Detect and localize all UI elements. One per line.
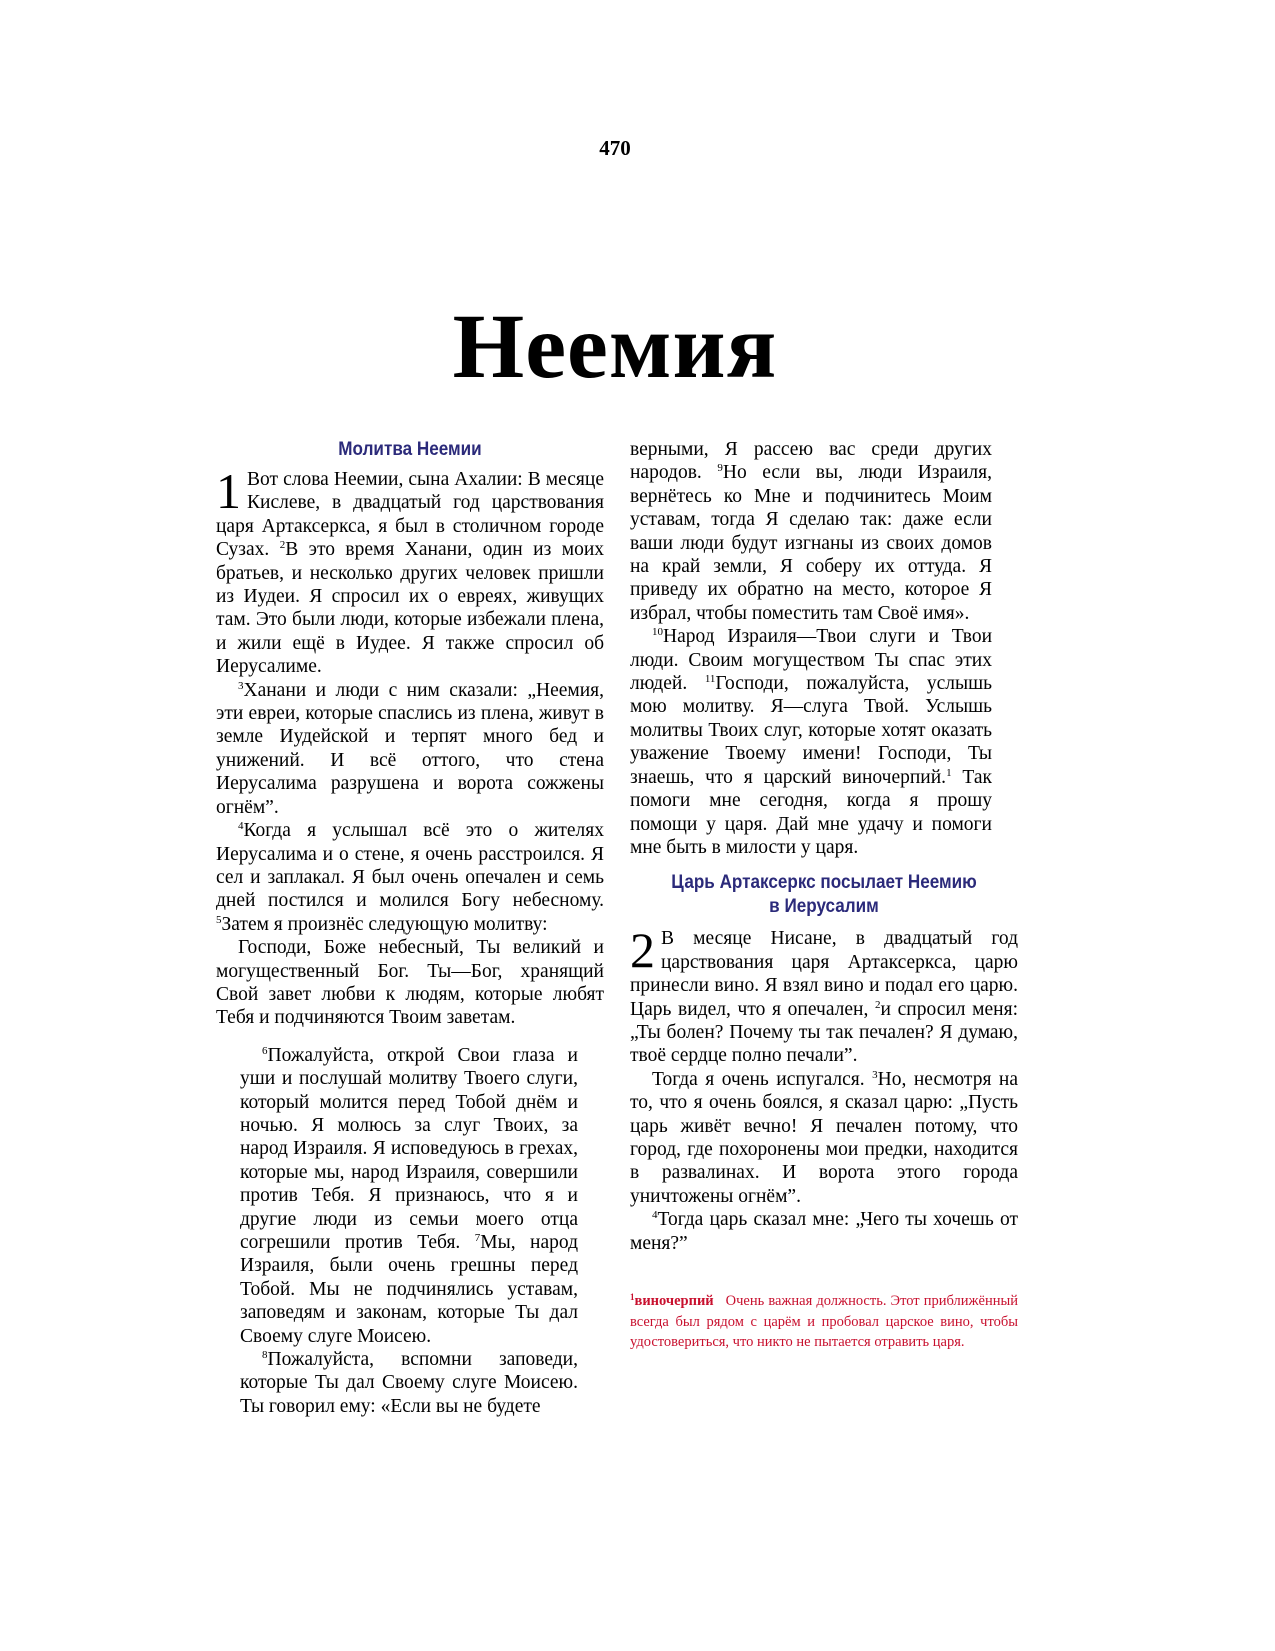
verse-text: Пожалуйста, открой Свои глаза и уши и послушай молитву Твоего слуги, который молится перед Тобой днём и ночью. Я молюсь за слуг Твоих, за народ Израиля. Я исповедуюсь в грехах, которые мы, народ Израиля, совершили против Тебя. Я признаюсь, что я и другие люди из семьи моего отца согрешили против Тебя.	[240, 1044, 578, 1253]
right-column	[630, 438, 1018, 1352]
book-title: Неемия	[452, 295, 778, 397]
chapter-number: 1	[216, 463, 241, 519]
verse-text: Пожалуйста, вспомни заповеди, которые Ты дал Своему слуге Моисею. Ты говорил ему: «Если вы не будете	[240, 1349, 578, 1417]
verse-number: 5	[216, 913, 222, 926]
verse-number: 2	[875, 998, 881, 1011]
verse-text: Мы, народ Израиля, были очень грешны перед Тобой. Мы не подчинялись уставам, заповедям и законам, которые Ты дал Своему слуге Моисею.	[240, 1232, 579, 1347]
verse-text: Тогда царь сказал мне: „Чего ты хочешь от меня?”	[630, 1209, 1018, 1254]
footnote-term: виночерпий	[634, 1293, 714, 1309]
verse-text: Когда я услышал всё это о жителях Иерусалима и о стене, я очень расстроился. Я сел и заплакал. Я был очень опечален и семь дней постился и молился Богу небесному.	[216, 820, 604, 912]
verse-text: верными, Я рассею вас среди других народов.	[630, 439, 992, 484]
chapter-2-paragraph-3	[630, 1208, 1018, 1255]
verse-number: 6	[262, 1044, 268, 1057]
chapter-2-paragraph-1	[630, 922, 1018, 1067]
verse-text: Народ Израиля—Твои слуги и Твои люди. Своим могуществом Ты спас этих людей.	[630, 626, 992, 695]
poem-paragraph-1	[216, 1044, 604, 1348]
verse-number: 9	[717, 462, 723, 475]
footnote-reference[interactable]: 1	[946, 766, 952, 779]
chapter-number: 2	[630, 922, 655, 979]
verse-number: 4	[238, 820, 244, 833]
verse-number: 8	[262, 1349, 268, 1362]
heading-line: Царь Артаксеркс посылает Неемию	[671, 872, 977, 894]
verse-text: Так помоги мне сегодня, когда я прошу помощи у царя. Дай мне удачу и помоги мне быть в милости у царя.	[630, 766, 992, 858]
section-heading-artaxerxes	[649, 871, 998, 919]
verse-text: Затем я произнёс следующую молитву:	[221, 913, 548, 935]
verse-number: 7	[474, 1232, 481, 1244]
verse-text: Вот слова Неемии, сына Ахалии: В месяце Кислеве, в двадцатый год царствования царя Артаксеркса, я был в столичном городе Сузах.	[216, 469, 604, 561]
left-column	[216, 438, 604, 1418]
verse-text: Господи, пожалуйста, услышь мою молитву. Я—слуга Твой. Услышь молитвы Твоих слуг, которые хотят оказать уважение Твоему имени! Господи, Ты знаешь, что я царский виночерпий.	[630, 673, 992, 788]
chapter-1-paragraph-2	[216, 679, 604, 819]
verse-text: Ханани и люди с ним сказали: „Неемия, эти евреи, которые спаслись из плена, живут в земле Иудейской и терпят много бед и унижений. И всё оттого, что стена Иерусалима разрушена и ворота сожжены огнём”.	[216, 679, 604, 818]
verse-text: В месяце Нисане, в двадцатый год царствования царя Артаксеркса, царю принесли вино. Я взял вино и подал его царю. Царь видел, что я опечален,	[630, 928, 1018, 1020]
verse-text: Но если вы, люди Израиля, вернётесь ко Мне и подчинитесь Моим уставам, тогда Я сделаю так: даже если ваши люди будут изгнаны из своих домов на край земли, Я соберу их оттуда. Я приведу их обратно на место, которое Я избрал, чтобы поместить там Своё имя».	[630, 462, 992, 624]
verse-number: 4	[652, 1209, 658, 1222]
poem-paragraph-2	[216, 1348, 604, 1418]
verse-number: 11	[704, 673, 716, 686]
poem-continuation	[630, 438, 1018, 625]
verse-text: и спросил меня: „Ты болен? Почему ты так печален? Я думаю, твоё сердце полно печали”.	[630, 998, 1018, 1067]
verse-number: 3	[238, 679, 244, 692]
footnote-marker: 1	[630, 1292, 635, 1302]
footnote	[630, 1291, 1018, 1352]
verse-text: Но, несмотря на то, что я очень боялся, я сказал царю: „Пусть царь живёт вечно! Я печален потому, что город, где похоронены мои предки, находится в развалинах. И ворота этого города уничтожены огнём”.	[630, 1068, 1019, 1207]
verse-number: 2	[279, 539, 286, 552]
page-number: 470	[599, 136, 631, 160]
poem-paragraph-3	[630, 625, 1018, 859]
section-heading-prayer: Молитва Неемии	[338, 439, 482, 460]
footnote-text: Очень важная должность. Этот приближённый всегда был рядом с царём и пробовал царское вино, чтобы удостовериться, что никто не пытается отравить царя.	[630, 1293, 1018, 1350]
chapter-1-paragraph-1	[216, 463, 604, 679]
verse-number: 3	[872, 1068, 878, 1081]
heading-line: в Иерусалим	[769, 896, 879, 918]
verse-number: 10	[652, 626, 663, 639]
verse-text: Тогда я очень испугался.	[652, 1068, 873, 1090]
verse-text: В это время Ханани, один из моих братьев, и несколько других человек пришли из Иудеи. Я спросил их о евреях, живущих там. Это были люди, которые избежали плена, и жили ещё в Иудее. Я также спросил об Иерусалиме.	[216, 539, 604, 678]
chapter-2-paragraph-2	[630, 1068, 1018, 1208]
prayer-paragraph: Господи, Боже небесный, Ты великий и могущественный Бог. Ты—Бог, хранящий Свой завет любви к людям, которые любят Тебя и подчиняются Твоим заветам.	[216, 937, 604, 1029]
chapter-1-paragraph-3	[216, 819, 604, 936]
